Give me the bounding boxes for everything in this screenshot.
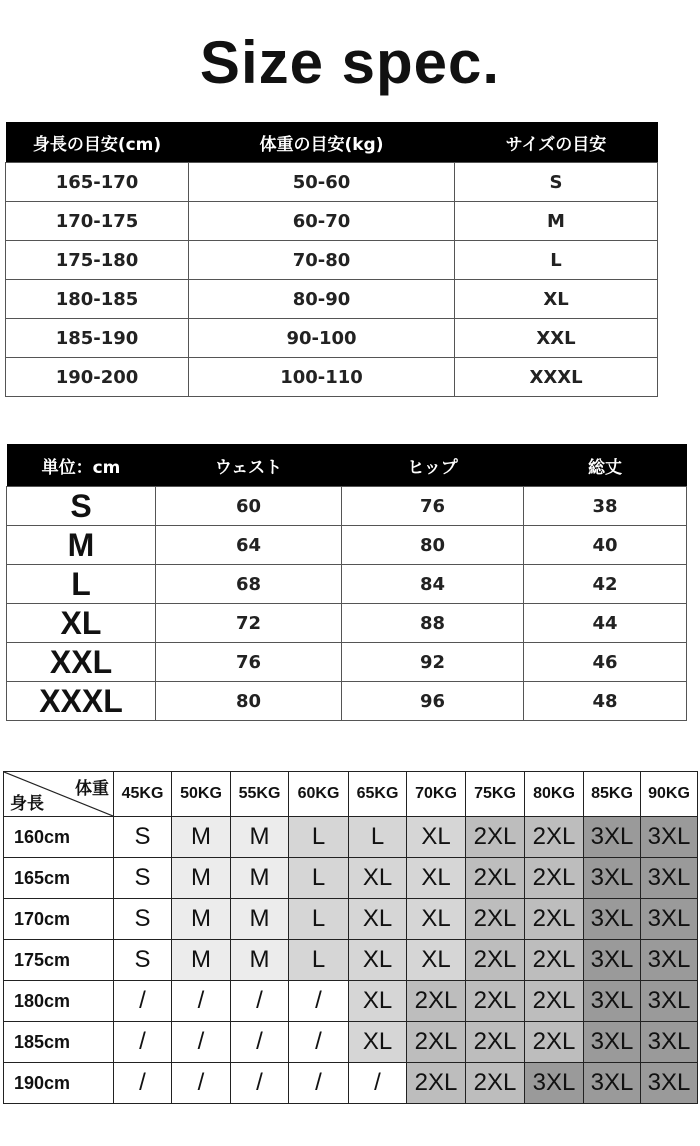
weight-header: 65KG [349,772,407,817]
height-cell: 175-180 [6,241,189,280]
size-cell: S [114,817,172,858]
height-label: 190cm [4,1063,114,1104]
waist-cell: 64 [156,526,342,565]
height-label: 165cm [4,858,114,899]
size-cell: 2XL [466,858,525,899]
weight-header: 85KG [584,772,641,817]
weight-cell: 90-100 [189,319,455,358]
weight-cell: 100-110 [189,358,455,397]
size-cell: XL [407,940,466,981]
waist-cell: 76 [156,643,342,682]
size-cell: M [231,940,289,981]
size-cell: 3XL [584,1063,641,1104]
size-cell: 3XL [641,1063,698,1104]
matrix-row [4,1022,698,1063]
size-cell: L [349,817,407,858]
size-cell: 3XL [641,899,698,940]
header-height-guide: 身長の目安(cm) [6,122,189,163]
page-title: Size spec. [199,29,501,96]
matrix-row [4,940,698,981]
size-cell: 2XL [525,899,584,940]
weight-header: 45KG [114,772,172,817]
weight-header: 55KG [231,772,289,817]
size-cell: 3XL [641,858,698,899]
size-cell: 3XL [641,1022,698,1063]
size-cell: / [114,1063,172,1104]
length-cell: 40 [524,526,687,565]
waist-cell: 72 [156,604,342,643]
header-size-guide: サイズの目安 [455,122,658,163]
hip-cell: 92 [342,643,524,682]
table-row [6,280,658,319]
weight-cell: 60-70 [189,202,455,241]
matrix-row [4,858,698,899]
size-cell: S [114,858,172,899]
size-cell: 3XL [584,981,641,1022]
size-cell: XL [407,858,466,899]
size-cell: XL [407,899,466,940]
size-cell: 3XL [584,817,641,858]
matrix-row [4,1063,698,1104]
size-cell: / [289,1022,349,1063]
size-label: L [7,565,156,604]
hip-cell: 96 [342,682,524,721]
size-cell: XL [349,981,407,1022]
size-cell: XL [349,1022,407,1063]
size-cell: 2XL [466,1063,525,1104]
size-cell: XL [455,280,658,319]
height-label: 175cm [4,940,114,981]
table-row [6,319,658,358]
size-label: S [7,487,156,526]
size-cell: XL [349,899,407,940]
matrix-corner-cell [4,772,114,817]
size-cell: 2XL [525,858,584,899]
header-unit: 単位：cm [7,444,156,487]
size-cell: 3XL [584,899,641,940]
size-cell: M [231,899,289,940]
header-waist: ウェスト [156,444,342,487]
size-cell: S [114,940,172,981]
size-cell: 3XL [584,1022,641,1063]
corner-height-label: 身長 [10,794,44,813]
table-row [6,358,658,397]
size-cell: M [172,817,231,858]
height-cell: 165-170 [6,163,189,202]
height-cell: 190-200 [6,358,189,397]
height-label: 160cm [4,817,114,858]
header-length: 総丈 [524,444,687,487]
size-cell: 2XL [407,1063,466,1104]
size-label: XXXL [7,682,156,721]
size-cell: L [455,241,658,280]
size-cell: / [114,1022,172,1063]
height-label: 180cm [4,981,114,1022]
size-cell: M [231,858,289,899]
matrix-row [4,817,698,858]
size-cell: S [114,899,172,940]
size-cell: 3XL [584,940,641,981]
size-cell: / [231,1022,289,1063]
size-cell: S [455,163,658,202]
size-cell: 2XL [407,1022,466,1063]
size-cell: XXXL [455,358,658,397]
size-cell: 2XL [407,981,466,1022]
size-cell: L [289,858,349,899]
length-cell: 42 [524,565,687,604]
corner-weight-label: 体重 [75,779,109,798]
height-cell: 180-185 [6,280,189,319]
weight-header: 90KG [641,772,698,817]
size-cell: 2XL [525,817,584,858]
size-cell: / [231,1063,289,1104]
size-cell: 2XL [466,1022,525,1063]
size-cell: L [289,817,349,858]
length-cell: 38 [524,487,687,526]
table-row [6,241,658,280]
hip-cell: 88 [342,604,524,643]
size-cell: 2XL [466,817,525,858]
size-cell: / [172,1022,231,1063]
height-cell: 185-190 [6,319,189,358]
size-cell: 2XL [466,940,525,981]
size-cell: / [114,981,172,1022]
length-cell: 46 [524,643,687,682]
header-weight-guide: 体重の目安(kg) [189,122,455,163]
size-cell: M [172,940,231,981]
size-cell: M [455,202,658,241]
weight-cell: 70-80 [189,241,455,280]
weight-cell: 50-60 [189,163,455,202]
hip-cell: 76 [342,487,524,526]
weight-header: 70KG [407,772,466,817]
matrix-row [4,981,698,1022]
table-header-row [6,122,658,163]
height-cell: 170-175 [6,202,189,241]
height-label: 185cm [4,1022,114,1063]
table-row [7,487,687,526]
table-row [7,565,687,604]
size-cell: 3XL [641,940,698,981]
table-row [6,202,658,241]
size-label: M [7,526,156,565]
size-cell: M [231,817,289,858]
size-label: XL [7,604,156,643]
size-cell: 3XL [641,817,698,858]
waist-cell: 80 [156,682,342,721]
size-cell: / [349,1063,407,1104]
table-row [7,526,687,565]
size-cell: / [231,981,289,1022]
size-cell: M [172,858,231,899]
size-cell: / [289,981,349,1022]
table-row [7,682,687,721]
size-cell: M [172,899,231,940]
size-cell: 3XL [641,981,698,1022]
size-cell: / [289,1063,349,1104]
table-row [7,604,687,643]
length-cell: 48 [524,682,687,721]
table-row [7,643,687,682]
size-cell: 3XL [584,858,641,899]
size-cell: XL [349,858,407,899]
height-weight-size-table [5,122,658,397]
size-cell: 2XL [525,1022,584,1063]
weight-header: 75KG [466,772,525,817]
size-cell: 2XL [466,899,525,940]
height-weight-size-matrix [3,771,698,1104]
waist-cell: 68 [156,565,342,604]
size-cell: 2XL [466,981,525,1022]
size-cell: 2XL [525,940,584,981]
size-cell: XL [407,817,466,858]
size-cell: / [172,981,231,1022]
size-measurement-table [6,444,687,721]
weight-header: 50KG [172,772,231,817]
header-hip: ヒップ [342,444,524,487]
size-cell: L [289,940,349,981]
table-header-row [7,444,687,487]
weight-header: 80KG [525,772,584,817]
waist-cell: 60 [156,487,342,526]
size-label: XXL [7,643,156,682]
length-cell: 44 [524,604,687,643]
weight-header: 60KG [289,772,349,817]
table-row [6,163,658,202]
matrix-row [4,899,698,940]
weight-cell: 80-90 [189,280,455,319]
size-cell: / [172,1063,231,1104]
hip-cell: 84 [342,565,524,604]
hip-cell: 80 [342,526,524,565]
size-cell: 3XL [525,1063,584,1104]
height-label: 170cm [4,899,114,940]
size-cell: L [289,899,349,940]
size-cell: 2XL [525,981,584,1022]
size-cell: XL [349,940,407,981]
size-cell: XXL [455,319,658,358]
matrix-header-row [4,772,698,817]
